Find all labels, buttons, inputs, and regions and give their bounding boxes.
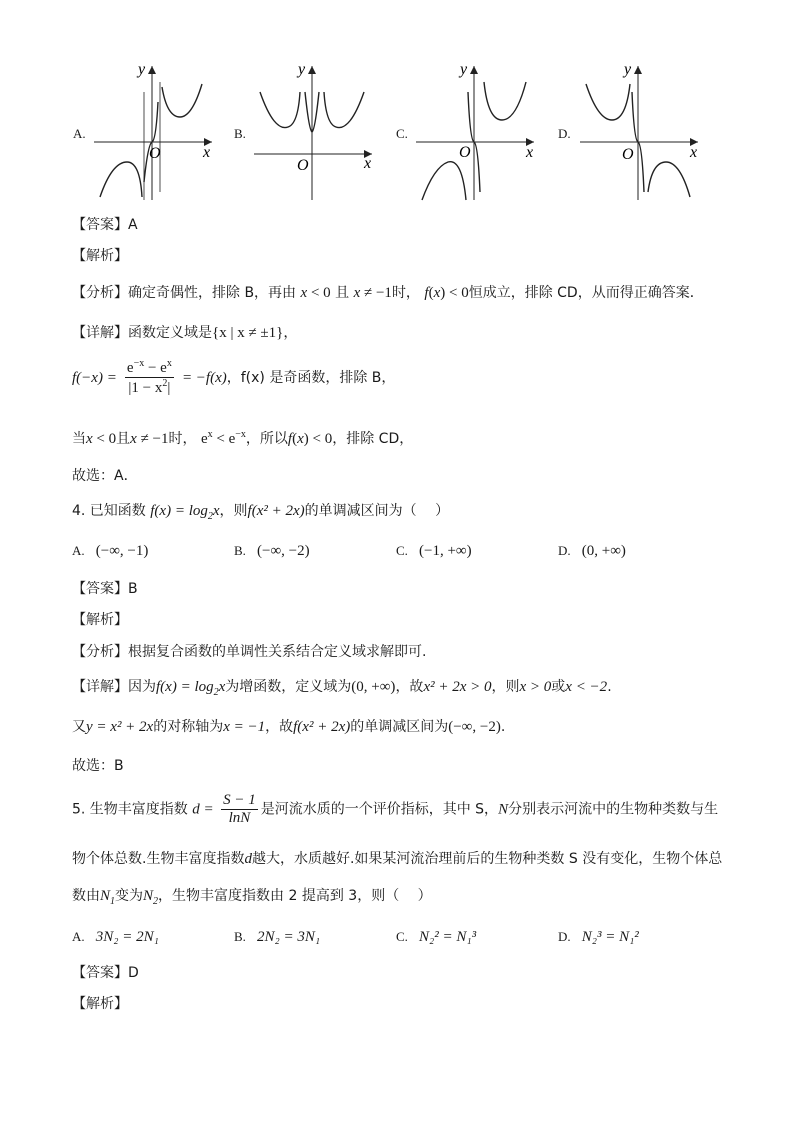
q4-l2-g: 的单调减区间为: [350, 719, 449, 735]
q5-line3-b: 变为: [115, 888, 144, 904]
q4-xj-j: .: [607, 679, 612, 695]
q5-answer-tag: 【答案】: [72, 965, 128, 981]
q4-option-b[interactable]: [234, 540, 310, 560]
q5-option-d-value: N₂³ = N₁²: [581, 929, 639, 945]
graph-a-origin-label: O: [149, 145, 161, 162]
q4-answer-tag: 【答案】: [72, 581, 128, 597]
q4-option-c[interactable]: [396, 540, 472, 560]
q4-option-b-value: (−∞, −2): [257, 543, 310, 559]
graph-a-y-label: y: [138, 62, 146, 78]
graph-b: [252, 62, 377, 202]
q4-option-a-value: (−∞, −1): [95, 543, 149, 559]
q5-option-d-letter: D.: [558, 929, 571, 944]
q5-option-a-value: 3N₂ = 2N₁: [95, 929, 159, 945]
q3-line3-e: ，排除 CD，: [332, 431, 414, 447]
q3-line3-d: ，所以: [245, 431, 288, 447]
q5-option-c-value: N₂² = N₁³: [419, 929, 477, 945]
q4-l2-e: ，故: [265, 719, 294, 735]
q5-stem-line2: [72, 848, 722, 868]
q3-fenxi-text1: 确定奇偶性，排除 B，再由: [128, 285, 297, 301]
q4-option-d-value: (0, +∞): [581, 543, 626, 559]
q3-f-neg-x: f(−x) =: [72, 370, 117, 386]
q3-answer-tag: 【答案】: [72, 217, 128, 233]
q3-odd-equation: [72, 358, 395, 397]
q5-line2-d: d: [244, 851, 252, 867]
q4-option-d-letter: D.: [558, 543, 571, 558]
q4-xj-c: (0, +∞): [351, 679, 396, 695]
q4-option-b-letter: B.: [234, 543, 246, 558]
graph-option-a-letter: A.: [73, 126, 86, 141]
q4-analysis-tag: 【解析】: [72, 612, 128, 628]
q4-option-c-value: (−1, +∞): [419, 543, 472, 559]
q5-frac-den: lnN: [228, 810, 251, 826]
q3-xiangjie-tag: 【详解】: [72, 325, 128, 341]
q4-xj-e: x² + 2x > 0: [423, 679, 492, 695]
q4-fenxi-tag: 【分析】: [72, 644, 128, 660]
q4-xj-func: f(x) = log: [156, 679, 214, 695]
graph-option-c-letter: C.: [396, 126, 408, 141]
q3-analysis-tag: 【解析】: [72, 248, 128, 264]
q4-stem-mid: ，则: [219, 503, 248, 519]
q4-xj-f: ，则: [491, 679, 520, 695]
q4-option-a-letter: A.: [72, 543, 85, 558]
q3-answer-line: [72, 214, 138, 234]
q5-option-c[interactable]: [396, 926, 476, 946]
q3-fenxi-text3: 时，: [391, 285, 420, 301]
q4-answer: B: [128, 581, 138, 597]
q3-fenxi-text2: 且: [335, 285, 350, 301]
q4-l2-a: 又: [72, 719, 86, 735]
q3-fraction: $\frac{e^{-x} - e^x}{|1 - x^2|}$: [126, 358, 172, 396]
q4-option-d[interactable]: [558, 540, 626, 560]
q4-stem-suffix: 的单调减区间为（ ）: [304, 503, 450, 519]
q4-xj-h: 或: [551, 679, 566, 695]
graph-d-y-label: y: [624, 62, 632, 78]
q5-answer-line: [72, 962, 139, 982]
q4-stem: 4. 已知函数 $f(x) = \log_2x$，则f(x² + 2x)的单调减区间为（ ）: [72, 503, 450, 522]
q4-stem-comp: f(x² + 2x): [247, 503, 305, 519]
q4-l2-i: .: [500, 719, 506, 735]
q5-stem-a: 5. 生物丰富度指数: [72, 801, 188, 818]
q3-fenxi-text4: 恒成立，排除 CD，从而得正确答案．: [468, 285, 704, 301]
q5-line3-a: 数由: [72, 888, 100, 904]
graph-option-d-letter: D.: [558, 126, 571, 141]
q3-xiangjie-comma: ，: [283, 325, 298, 341]
q5-option-a-letter: A.: [72, 929, 85, 944]
q4-answer-line: [72, 578, 138, 598]
graph-c-x-label: x: [526, 144, 534, 161]
graph-c: [414, 62, 539, 202]
q5-analysis-tag: 【解析】: [72, 996, 128, 1012]
q3-xiangjie-text1: 函数定义域是: [128, 325, 212, 341]
graph-a-x-label: x: [203, 144, 211, 161]
graph-option-b-letter: B.: [234, 126, 246, 141]
q4-fenxi-line: [72, 641, 426, 661]
q3-fenxi-tag: 【分析】: [72, 285, 128, 301]
graph-d: [578, 62, 703, 202]
q3-fenxi-line: 【分析】确定奇偶性，排除 B，再由 x < 0 且 x ≠ −1时， f(x) < 0恒成立，排除 CD，从而得正确答案．: [72, 285, 704, 301]
q4-l2-c: 的对称轴为: [153, 719, 224, 735]
q3-line3-b: 且: [116, 431, 131, 447]
q4-fenxi-text: 根据复合函数的单调性关系结合定义域求解即可.: [128, 644, 427, 660]
q4-line2: [72, 716, 505, 736]
q5-stem-c: 分别表示河流中的生物种类数与生: [508, 801, 719, 818]
graph-b-x-label: x: [364, 155, 372, 172]
graph-b-origin-label: O: [297, 157, 309, 174]
q4-xj-i: x < −2: [565, 679, 608, 695]
graph-c-y-label: y: [460, 62, 468, 78]
q5-fraction: [221, 792, 258, 827]
q4-l2-f: f(x² + 2x): [293, 719, 351, 735]
q5-line2: 物个体总数.生物丰富度指数: [72, 851, 245, 867]
q5-frac-num: S − 1: [223, 792, 256, 808]
q5-option-a[interactable]: [72, 926, 159, 946]
q3-eq-rhs: = −f(x): [181, 370, 227, 386]
graph-b-y-label: y: [298, 62, 306, 78]
q4-option-c-letter: C.: [396, 543, 408, 558]
q3-odd-text: ，f(x) 是奇函数，排除 B，: [226, 370, 396, 386]
q4-xj-b: 为增函数，定义域为: [225, 679, 352, 695]
graph-d-x-label: x: [690, 144, 698, 161]
q3-answer: A: [128, 217, 138, 233]
q5-stem-b: 是河流水质的一个评价指标，其中 S，: [260, 801, 499, 818]
q5-option-b[interactable]: [234, 926, 320, 946]
q3-domain-set: {x | x ≠ ±1}: [212, 325, 284, 341]
q4-stem-prefix: 4. 已知函数: [72, 503, 146, 519]
q5-N: N: [498, 801, 509, 818]
graph-c-origin-label: O: [459, 144, 471, 161]
q5-line2-b: 越大，水质越好.如果某河流治理前后的生物种类数 S 没有变化，生物个体总: [251, 851, 723, 867]
q3-conclusion: 故选：A．: [72, 468, 138, 484]
q5-option-b-value: 2N₂ = 3N₁: [257, 929, 321, 945]
graph-a: [92, 62, 217, 202]
q3-line3-c: 时，: [168, 431, 197, 447]
q4-conclusion: 故选：B: [72, 758, 124, 774]
q5-option-c-letter: C.: [396, 929, 408, 944]
q5-answer: D: [128, 965, 139, 981]
q3-xiangjie-line: [72, 322, 297, 342]
q5-line3-c: ，生物丰富度指数由 2 提高到 3，则（ ）: [158, 888, 432, 904]
q5-d-eq: d =: [192, 801, 214, 818]
q3-line3-a: 当: [72, 431, 86, 447]
q4-xj-g: x > 0: [519, 679, 552, 695]
q5-stem-line3: 数由$N_1$变为$N_2$，生物丰富度指数由 2 提高到 3，则（ ）: [72, 888, 432, 907]
q4-xiangjie-line: 【详解】因为$f(x) = \log_2x$为增函数，定义域为(0, +∞)，故x² + 2x > 0，则x > 0或x < −2.: [72, 679, 612, 698]
q4-option-a[interactable]: [72, 540, 148, 560]
q4-l2-h: (−∞, −2): [448, 719, 501, 735]
q4-xj-d: ，故: [395, 679, 424, 695]
q5-option-b-letter: B.: [234, 929, 246, 944]
graph-d-origin-label: O: [622, 146, 634, 163]
q5-stem-line1: [72, 792, 718, 827]
q4-xj-a: 因为: [128, 679, 156, 695]
q5-option-d[interactable]: [558, 926, 639, 946]
q4-xiangjie-tag: 【详解】: [72, 679, 128, 695]
q4-stem-func: f(x) = log: [150, 503, 208, 519]
q3-line3: 当x < 0且x ≠ −1时， $e^x < e^{-x}$，所以f(x) < 0，排除 CD，: [72, 429, 414, 447]
q4-l2-b: y = x² + 2x: [86, 719, 154, 735]
q4-l2-d: x = −1: [223, 719, 266, 735]
